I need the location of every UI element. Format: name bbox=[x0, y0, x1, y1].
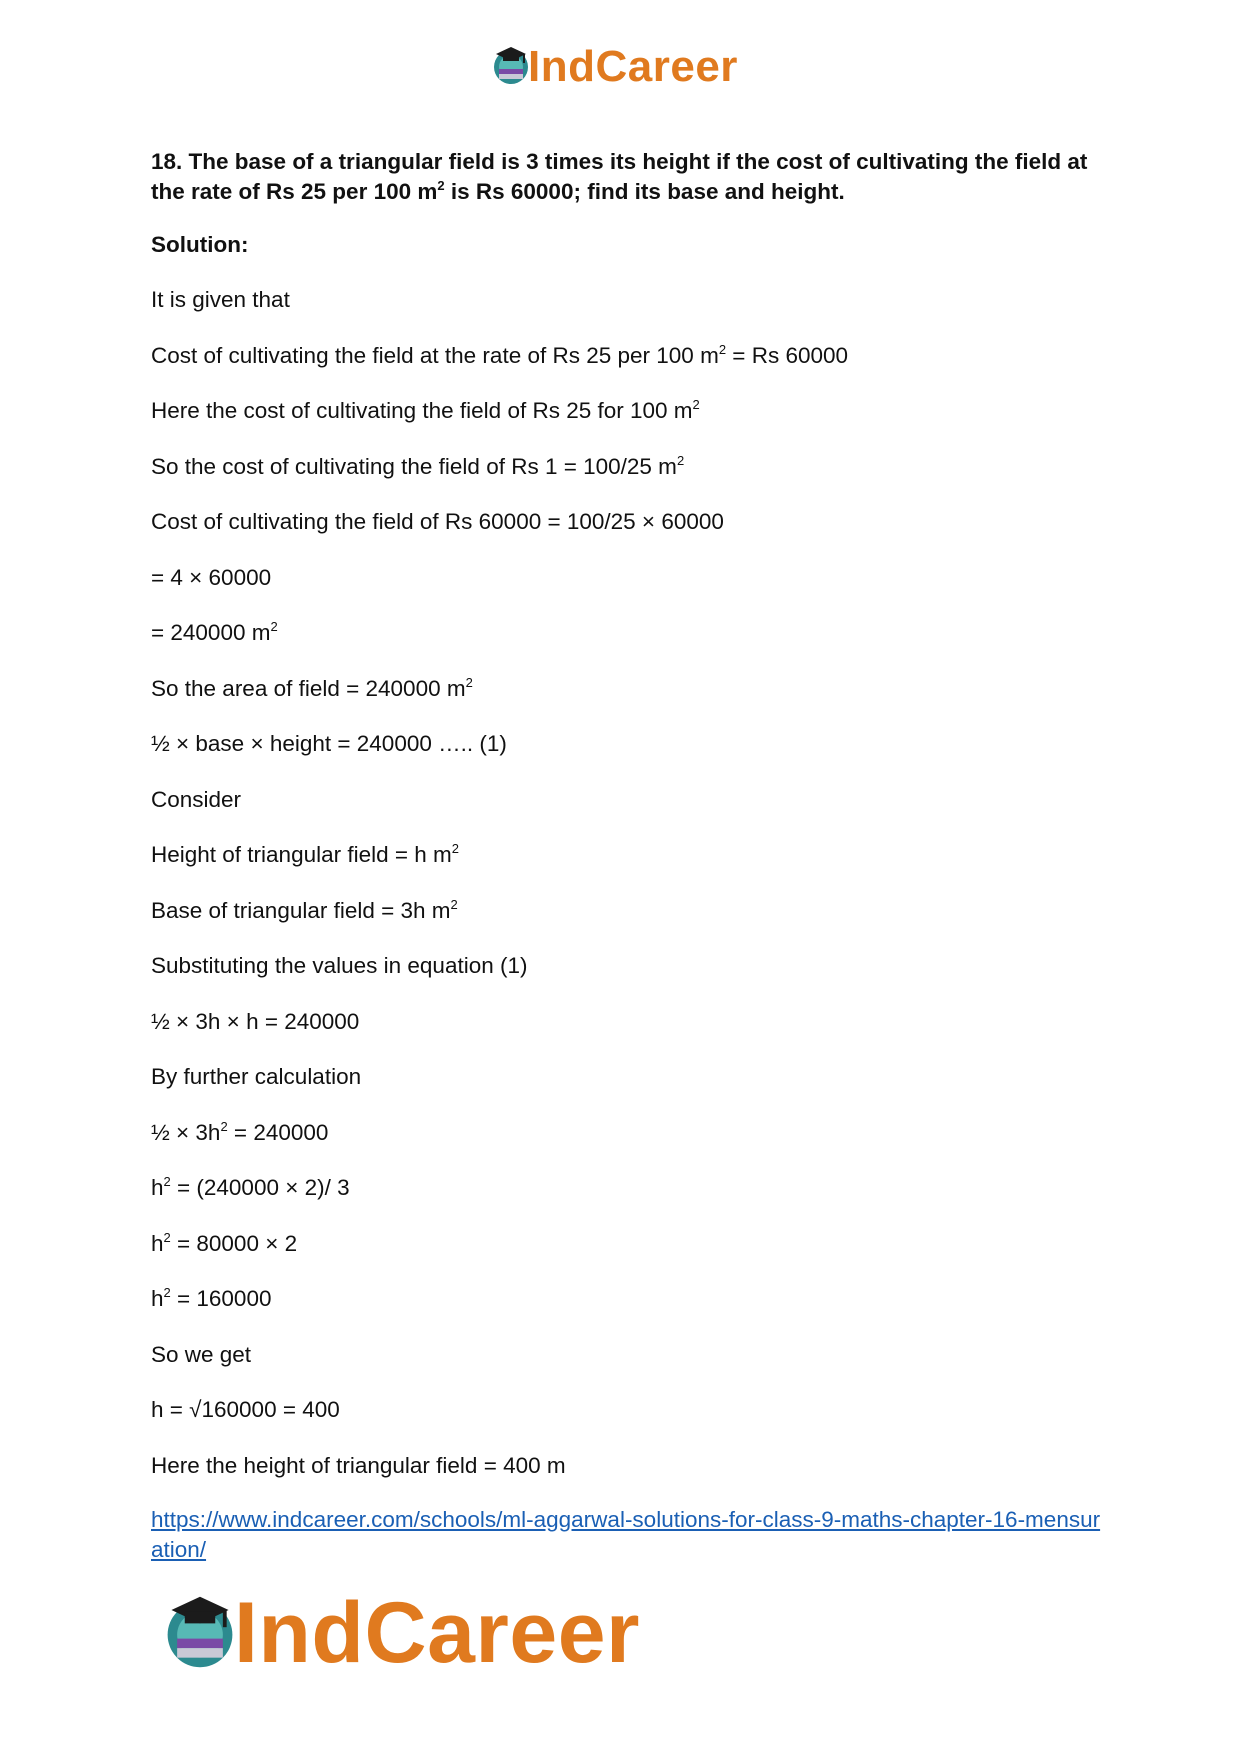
solution-line: ½ × base × height = 240000 ….. (1) bbox=[151, 731, 507, 756]
solution-line: = 4 × 60000 bbox=[151, 564, 272, 590]
solution-line: By further calculation bbox=[151, 1064, 362, 1089]
solution-line: So the cost of cultivating the field of Rs 1 = 100/25 $m^2$ bbox=[151, 452, 685, 479]
header-logo bbox=[490, 42, 738, 92]
solution-line: $h^2 = 80000 \times 2$ bbox=[151, 1229, 298, 1256]
solution-line: Cost of cultivating the field of Rs 60000 = 100/25 × 60000 bbox=[151, 509, 724, 534]
solution-line: It is given that bbox=[151, 287, 290, 312]
footer-logo bbox=[160, 1585, 640, 1681]
solution-line: So we get bbox=[151, 1341, 252, 1367]
solution-line: ½ × $3h^2 = 240000$ bbox=[151, 1118, 329, 1145]
solution-steps bbox=[151, 285, 1101, 1481]
solution-line: Here the cost of cultivating the field of Rs 25 for 100 $m^2$ bbox=[151, 397, 700, 423]
document-body bbox=[151, 147, 1101, 1565]
footer-logo-text: IndCareer bbox=[234, 1585, 640, 1681]
solution-line: $h^2 = (240000 \times 2)/$ 3 bbox=[151, 1174, 350, 1200]
solution-line: Consider bbox=[151, 786, 242, 812]
header-logo-text: IndCareer bbox=[528, 42, 738, 91]
question-text: 18. The base of a triangular field is 3 times its height if the cost of cultivating the field at the rate of Rs 25 per 100 $m^2$ is Rs 60000; find its base and height. bbox=[151, 149, 1088, 204]
solution-line: Substituting the values in equation (1) bbox=[151, 953, 528, 978]
graduation-cap-book-globe-icon bbox=[160, 1588, 240, 1679]
solution-line: = 240000 $m^2$ bbox=[151, 619, 278, 645]
source-link[interactable]: https://www.indcareer.com/schools/ml-aggarwal-solutions-for-class-9-maths-chapter-16-mensuration/ bbox=[151, 1507, 1101, 1562]
solution-line: Height of triangular field = h $m^2$ bbox=[151, 841, 460, 867]
graduation-cap-book-globe-icon bbox=[490, 43, 532, 92]
solution-line: So the area of field = 240000 $m^2$ bbox=[151, 674, 473, 701]
solution-line: ½ × 3h × h = 240000 bbox=[151, 1008, 360, 1034]
solution-line: Here the height of triangular field = 400 m bbox=[151, 1452, 566, 1478]
solution-line: $h^2 = 160000$ bbox=[151, 1285, 272, 1311]
solution-heading: Solution: bbox=[151, 232, 249, 257]
solution-line: h = √160000 = 400 bbox=[151, 1397, 340, 1422]
solution-line: Cost of cultivating the field at the rate of Rs 25 per 100 $m^2 = Rs$ 60000 bbox=[151, 341, 849, 368]
solution-line: Base of triangular field = 3h $m^2$ bbox=[151, 896, 458, 923]
